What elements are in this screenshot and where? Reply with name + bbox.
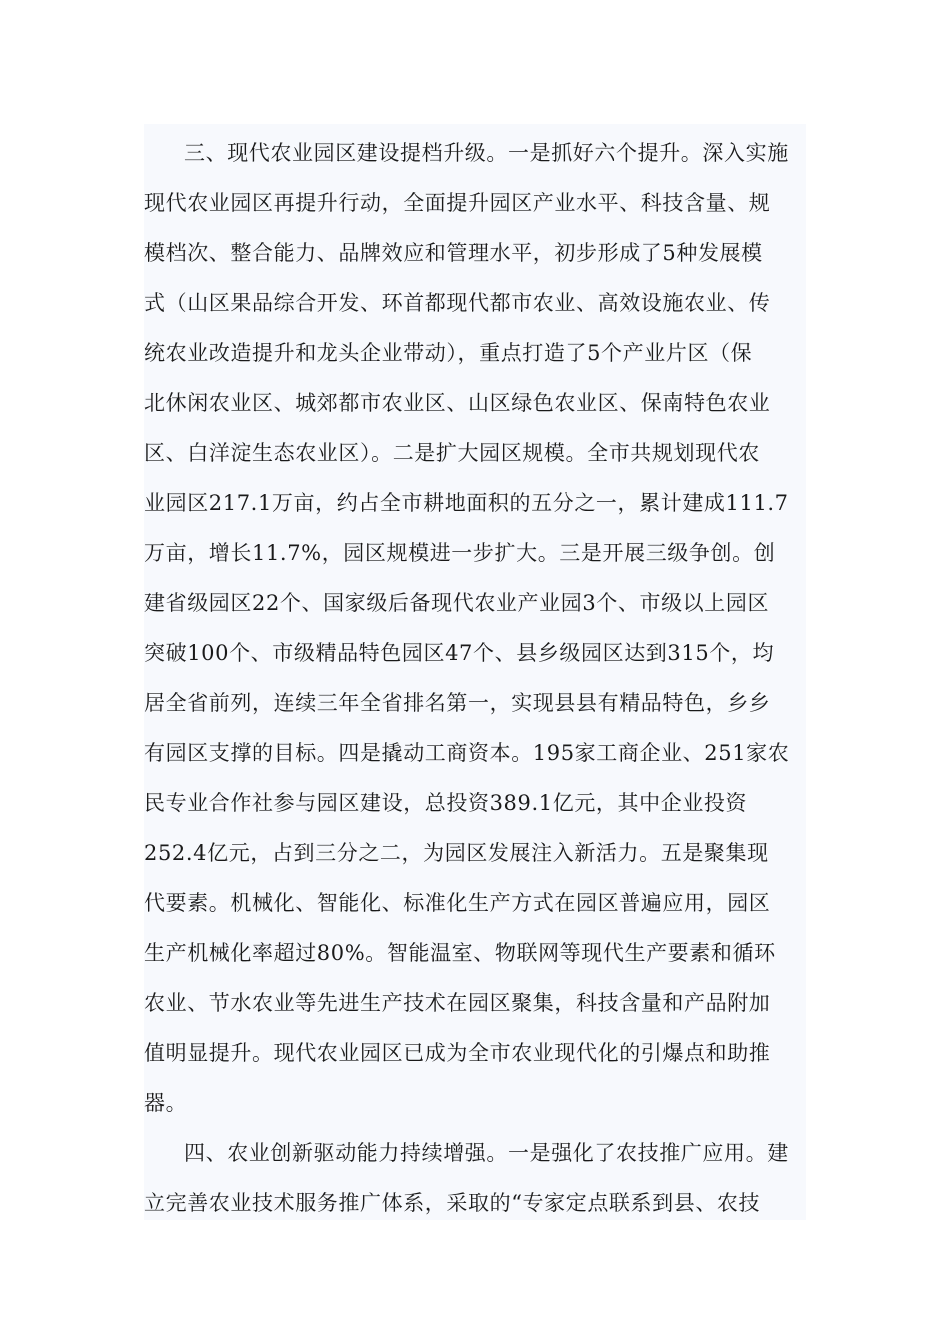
paragraph-4-line: 四、农业创新驱动能力持续增强。一是强化了农技推广应用。建 bbox=[184, 1141, 789, 1165]
paragraph-3-line: 民专业合作社参与园区建设，总投资389.1亿元，其中企业投资 bbox=[144, 791, 748, 815]
paragraph-3-line: 业园区217.1万亩，约占全市耕地面积的五分之一，累计建成111.7 bbox=[144, 491, 789, 515]
paragraph-4-line: 立完善农业技术服务推广体系，采取的“专家定点联系到县、农技 bbox=[144, 1191, 761, 1215]
document-body bbox=[144, 124, 806, 1220]
paragraph-3-line: 器。 bbox=[144, 1091, 188, 1115]
paragraph-3-line: 现代农业园区再提升行动，全面提升园区产业水平、科技含量、规 bbox=[144, 191, 771, 215]
paragraph-3-line: 式（山区果品综合开发、环首都现代都市农业、高效设施农业、传 bbox=[144, 291, 771, 315]
paragraph-3-line: 代要素。机械化、智能化、标准化生产方式在园区普遍应用，园区 bbox=[144, 891, 771, 915]
paragraph-3-line: 模档次、整合能力、品牌效应和管理水平，初步形成了5种发展模 bbox=[144, 241, 763, 265]
paragraph-3-line: 农业、节水农业等先进生产技术在园区聚集，科技含量和产品附加 bbox=[144, 991, 771, 1015]
paragraph-3-line: 三、现代农业园区建设提档升级。一是抓好六个提升。深入实施 bbox=[184, 141, 789, 165]
paragraph-3-line: 252.4亿元，占到三分之二，为园区发展注入新活力。五是聚集现 bbox=[144, 841, 769, 865]
paragraph-3-line: 有园区支撑的目标。四是撬动工商资本。195家工商企业、251家农 bbox=[144, 741, 790, 765]
paragraph-3-line: 区、白洋淀生态农业区）。二是扩大园区规模。全市共规划现代农 bbox=[144, 441, 760, 465]
paragraph-3-line: 万亩，增长11.7%，园区规模进一步扩大。三是开展三级争创。创 bbox=[144, 541, 776, 565]
paragraph-3-line: 居全省前列，连续三年全省排名第一，实现县县有精品特色，乡乡 bbox=[144, 691, 771, 715]
paragraph-3-line: 值明显提升。现代农业园区已成为全市农业现代化的引爆点和助推 bbox=[144, 1041, 771, 1065]
paragraph-3-line: 建省级园区22个、国家级后备现代农业产业园3个、市级以上园区 bbox=[144, 591, 770, 615]
paragraph-3-line: 北休闲农业区、城郊都市农业区、山区绿色农业区、保南特色农业 bbox=[144, 391, 771, 415]
paragraph-3-line: 生产机械化率超过80%。智能温室、物联网等现代生产要素和循环 bbox=[144, 941, 776, 965]
paragraph-3-line: 统农业改造提升和龙头企业带动），重点打造了5个产业片区（保 bbox=[144, 341, 753, 365]
paragraph-3-line: 突破100个、市级精品特色园区47个、县乡级园区达到315个，均 bbox=[144, 641, 775, 665]
